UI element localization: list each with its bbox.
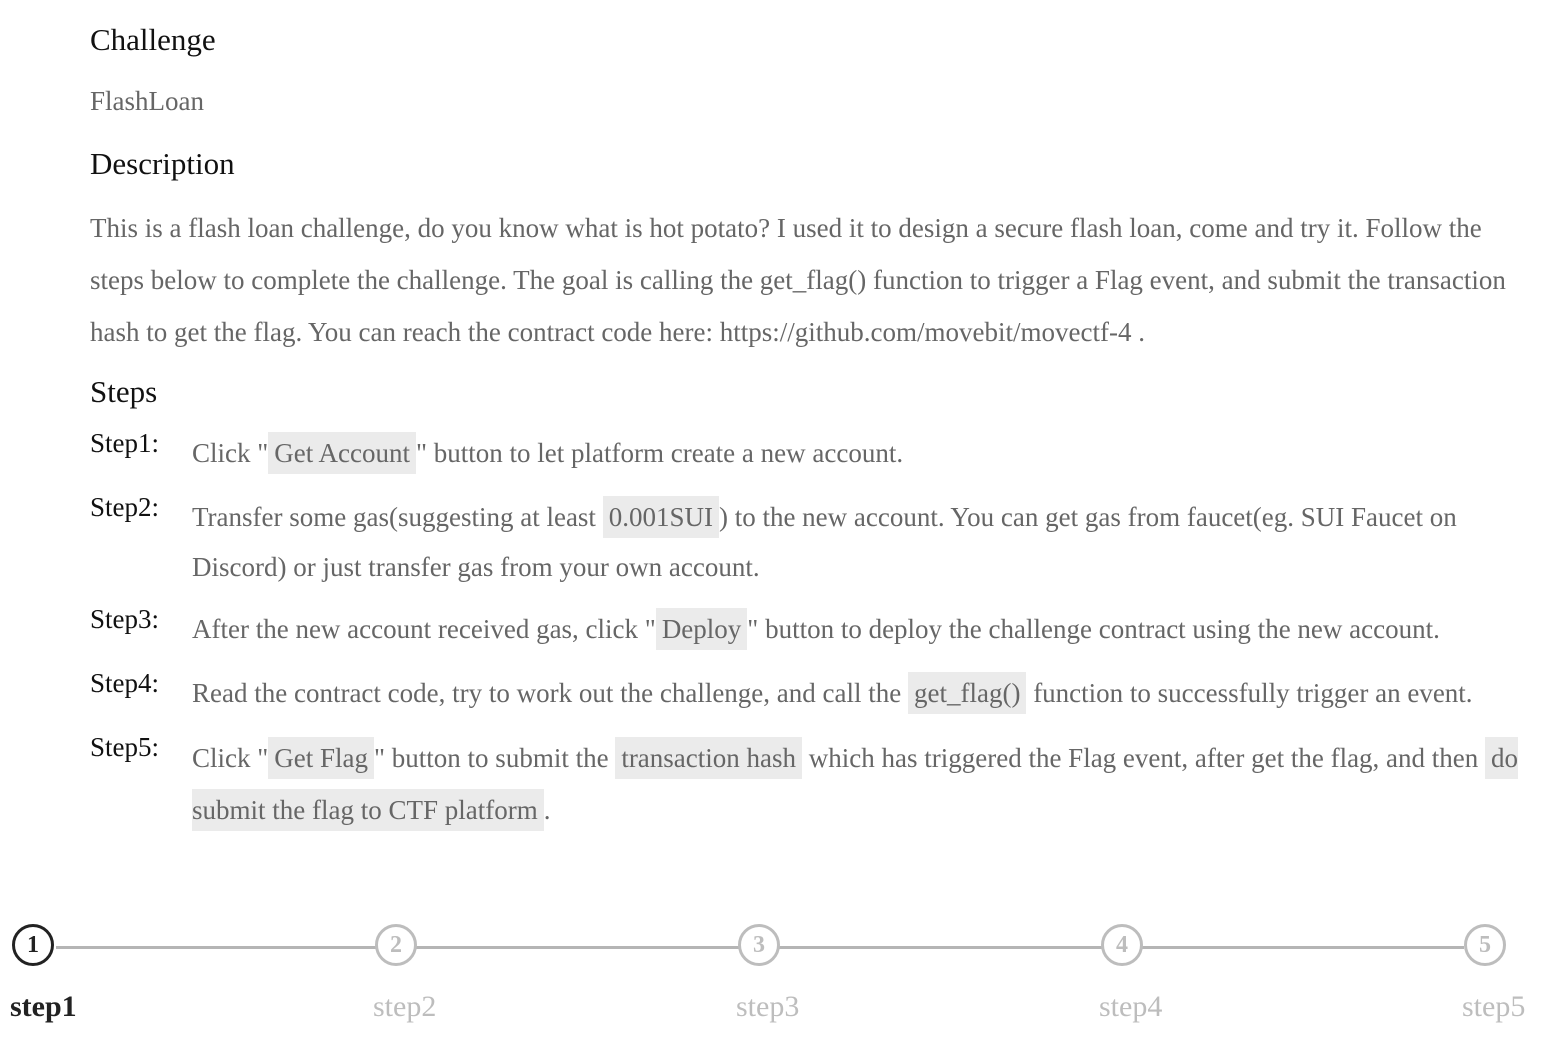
step5-text-part: " button to submit the <box>374 743 616 773</box>
stepper-label-5[interactable]: step5 <box>1462 990 1526 1023</box>
stepper-label-3[interactable]: step3 <box>736 990 800 1023</box>
step-label-1: Step1: <box>90 428 160 458</box>
step-label-5: Step5: <box>90 732 160 762</box>
stepper-circle-4[interactable]: 4 <box>1101 924 1143 966</box>
challenge-name: FlashLoan <box>90 86 204 116</box>
deploy-chip: Deploy <box>656 608 747 650</box>
step5-text-part: Click " <box>192 743 269 773</box>
step5-text-part: . <box>543 795 551 825</box>
transaction-hash-chip: transaction hash <box>615 737 802 779</box>
step-text-3 <box>192 604 1537 654</box>
step2-text-part: Transfer some gas(suggesting at least <box>192 502 603 532</box>
step4-text-part: Read the contract code, try to work out the challenge, and call the <box>192 678 908 708</box>
steps-heading: Steps <box>90 374 158 409</box>
step2-text-part: ) to the new account. You can get gas from faucet(eg. SUI Faucet on Discord) or just transfer gas from your own account. <box>192 502 1457 582</box>
stepper-label-1[interactable]: step1 <box>10 990 77 1023</box>
stepper-circle-5[interactable]: 5 <box>1464 924 1506 966</box>
submit-flag-chip: do submit the flag to CTF platform <box>192 737 1518 831</box>
get-account-chip: Get Account <box>268 432 416 474</box>
get-flag-function-chip: get_flag() <box>908 672 1026 714</box>
gas-amount-chip: 0.001SUI <box>603 496 719 538</box>
step-label-4: Step4: <box>90 668 160 698</box>
step-text-5 <box>192 732 1537 836</box>
step-text-4 <box>192 668 1537 718</box>
step1-text-part: " button to let platform create a new account. <box>416 438 904 468</box>
stepper-label-2[interactable]: step2 <box>373 990 437 1023</box>
stepper-circle-1[interactable]: 1 <box>12 924 54 966</box>
step-text-2 <box>192 492 1537 592</box>
stepper-circle-2[interactable]: 2 <box>375 924 417 966</box>
step5-text-part: which has triggered the Flag event, after get the flag, and then <box>802 743 1486 773</box>
get-flag-chip: Get Flag <box>268 737 374 779</box>
step-label-2: Step2: <box>90 492 160 522</box>
stepper-circle-3[interactable]: 3 <box>738 924 780 966</box>
step3-text-part: After the new account received gas, click " <box>192 614 656 644</box>
description-heading: Description <box>90 146 235 181</box>
challenge-heading: Challenge <box>90 22 216 57</box>
stepper-label-4[interactable]: step4 <box>1099 990 1163 1023</box>
step-label-3: Step3: <box>90 604 160 634</box>
step-text-1 <box>192 428 1537 478</box>
description-text: This is a flash loan challenge, do you know what is hot potato? I used it to design a secure flash loan, come and try it. Follow the steps below to complete the challenge. The goal is calling the get_flag() function to trigger a Flag event, and submit the transaction hash to get the flag. You can reach the contract code here: https://github.com/movebit/movectf-4 . <box>90 213 1506 347</box>
step1-text-part: Click " <box>192 438 269 468</box>
step4-text-part: function to successfully trigger an event. <box>1026 678 1473 708</box>
step3-text-part: " button to deploy the challenge contract using the new account. <box>747 614 1440 644</box>
